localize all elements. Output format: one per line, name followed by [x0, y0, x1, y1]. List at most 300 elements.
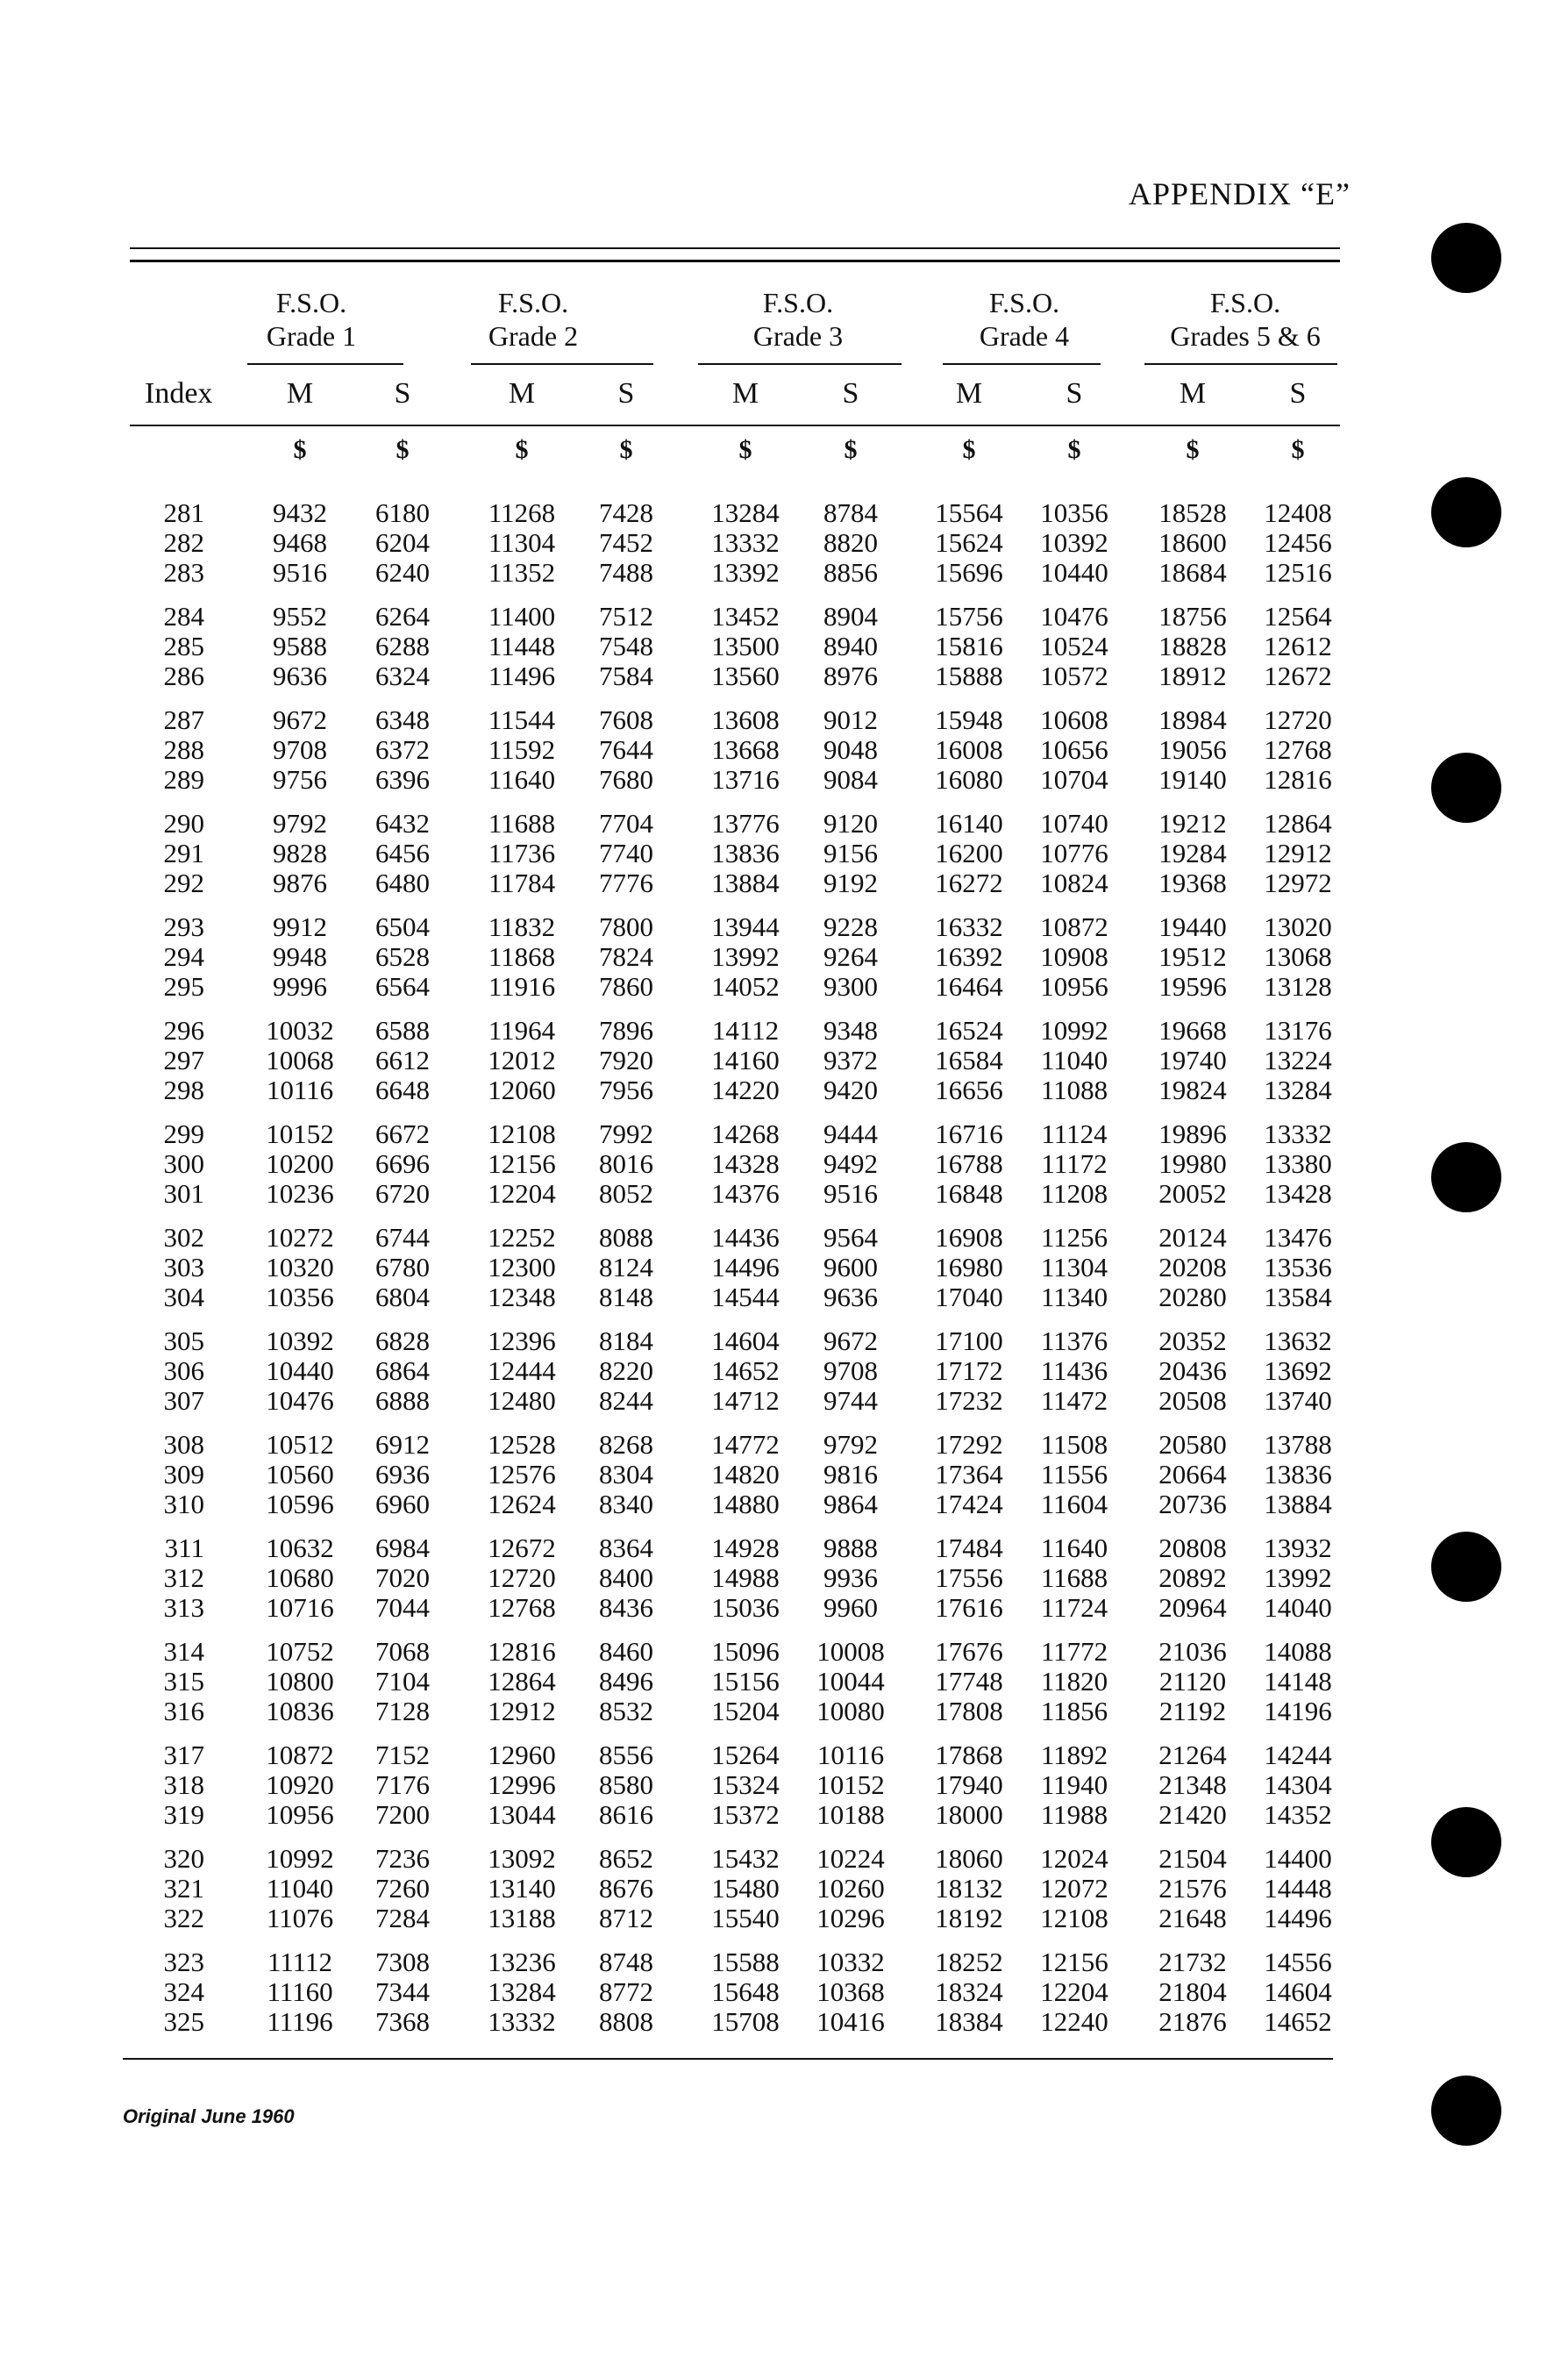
grade-3-line2: Grade 3	[752, 320, 844, 352]
index-cell: 296	[163, 1015, 204, 1046]
salary-cell: 12720	[488, 1562, 556, 1593]
salary-cell: 9516	[823, 1178, 878, 1209]
salary-cell: 12516	[1264, 557, 1332, 588]
salary-cell: 11784	[488, 868, 556, 898]
salary-cell: 6264	[375, 601, 430, 632]
salary-cell: 10200	[266, 1148, 334, 1179]
salary-cell: 6324	[375, 661, 430, 691]
salary-cell: 15648	[711, 1976, 780, 2007]
salary-cell: 18060	[935, 1843, 1003, 1874]
salary-cell: 11832	[488, 911, 556, 942]
salary-cell: 11268	[488, 497, 556, 528]
salary-cell: 7284	[375, 1903, 430, 1933]
top-rule-thick	[130, 260, 1340, 262]
grade-4-header	[919, 286, 1130, 353]
salary-cell: 7584	[599, 661, 653, 691]
index-cell: 322	[163, 1903, 204, 1933]
salary-cell: 9492	[823, 1148, 878, 1179]
grade-4-underline	[943, 363, 1101, 365]
salary-cell: 8220	[599, 1355, 653, 1386]
salary-cell: 7920	[599, 1045, 653, 1075]
salary-cell: 21804	[1158, 1976, 1227, 2007]
salary-cell: 10440	[1040, 557, 1108, 588]
salary-cell: 15036	[711, 1592, 780, 1623]
salary-cell: 10524	[1040, 631, 1108, 661]
salary-cell: 14496	[1264, 1903, 1332, 1933]
salary-cell: 21648	[1158, 1903, 1227, 1933]
salary-cell: 12672	[1264, 661, 1332, 691]
salary-cell: 10392	[266, 1325, 334, 1356]
salary-cell: 10356	[266, 1282, 334, 1312]
salary-cell: 15432	[711, 1843, 780, 1874]
salary-cell: 10992	[1040, 1015, 1108, 1046]
salary-cell: 15372	[711, 1799, 780, 1830]
salary-cell: 10080	[816, 1696, 885, 1726]
salary-cell: 9372	[823, 1045, 878, 1075]
salary-cell: 9708	[823, 1355, 878, 1386]
index-cell: 319	[163, 1799, 204, 1830]
salary-cell: 8772	[599, 1976, 653, 2007]
salary-cell: 17868	[935, 1740, 1003, 1770]
salary-cell: 17484	[935, 1533, 1003, 1563]
salary-cell: 12012	[488, 1045, 556, 1075]
salary-cell: 12528	[488, 1429, 556, 1460]
salary-cell: 6912	[375, 1429, 430, 1460]
salary-cell: 19596	[1158, 971, 1227, 1002]
salary-cell: 14820	[711, 1459, 780, 1490]
grade-5-6-m-header: M	[1179, 377, 1207, 410]
salary-cell: 18252	[935, 1947, 1003, 1977]
salary-cell: 7260	[375, 1873, 430, 1904]
salary-cell: 13332	[1264, 1118, 1332, 1149]
salary-cell: 8820	[823, 527, 878, 558]
salary-cell: 16848	[935, 1178, 1003, 1209]
grade-2-s-header: S	[617, 377, 635, 410]
index-cell: 313	[163, 1592, 204, 1623]
salary-cell: 6648	[375, 1075, 430, 1105]
salary-cell: 19824	[1158, 1075, 1227, 1105]
salary-cell: 12108	[1040, 1903, 1108, 1933]
salary-cell: 11256	[1040, 1222, 1108, 1253]
index-cell: 297	[163, 1045, 204, 1075]
salary-cell: 12816	[488, 1636, 556, 1667]
salary-cell: 9192	[823, 868, 878, 898]
salary-cell: 14400	[1264, 1843, 1332, 1874]
salary-cell: 11436	[1040, 1355, 1108, 1386]
salary-cell: 14604	[711, 1325, 780, 1356]
salary-cell: 8676	[599, 1873, 653, 1904]
salary-cell: 12816	[1264, 764, 1332, 795]
salary-cell: 9912	[273, 911, 327, 942]
salary-cell: 7548	[599, 631, 653, 661]
salary-cell: 16140	[935, 808, 1003, 839]
salary-cell: 9756	[273, 764, 327, 795]
salary-cell: 6240	[375, 557, 430, 588]
salary-cell: 12972	[1264, 868, 1332, 898]
salary-cell: 15888	[935, 661, 1003, 691]
salary-cell: 6696	[375, 1148, 430, 1179]
grade-3-header	[693, 286, 903, 353]
index-cell: 299	[163, 1118, 204, 1149]
salary-cell: 20508	[1158, 1385, 1227, 1416]
salary-cell: 9744	[823, 1385, 878, 1416]
salary-cell: 11940	[1040, 1769, 1108, 1800]
salary-cell: 10392	[1040, 527, 1108, 558]
salary-cell: 15564	[935, 497, 1003, 528]
salary-cell: 19668	[1158, 1015, 1227, 1046]
salary-cell: 6936	[375, 1459, 430, 1490]
grade-4-line1: F.S.O.	[988, 287, 1060, 318]
salary-cell: 16080	[935, 764, 1003, 795]
salary-cell: 14652	[711, 1355, 780, 1386]
salary-cell: 20352	[1158, 1325, 1227, 1356]
salary-cell: 11472	[1040, 1385, 1108, 1416]
dollar-sign: $	[515, 435, 529, 464]
salary-cell: 13140	[488, 1873, 556, 1904]
salary-cell: 10608	[1040, 704, 1108, 735]
salary-cell: 16008	[935, 734, 1003, 765]
salary-cell: 19056	[1158, 734, 1227, 765]
salary-cell: 8148	[599, 1282, 653, 1312]
salary-cell: 14148	[1264, 1666, 1332, 1697]
salary-cell: 9264	[823, 941, 878, 972]
salary-cell: 7644	[599, 734, 653, 765]
salary-cell: 10956	[1040, 971, 1108, 1002]
salary-cell: 8460	[599, 1636, 653, 1667]
salary-cell: 17748	[935, 1666, 1003, 1697]
grade-2-line1: F.S.O.	[497, 287, 569, 318]
grade-3-line1: F.S.O.	[762, 287, 834, 318]
salary-cell: 14304	[1264, 1769, 1332, 1800]
salary-cell: 13632	[1264, 1325, 1332, 1356]
salary-cell: 10320	[266, 1252, 334, 1282]
salary-cell: 13476	[1264, 1222, 1332, 1253]
salary-cell: 6744	[375, 1222, 430, 1253]
salary-cell: 20580	[1158, 1429, 1227, 1460]
binder-hole	[1431, 2076, 1501, 2146]
salary-cell: 6588	[375, 1015, 430, 1046]
salary-cell: 8268	[599, 1429, 653, 1460]
salary-cell: 17676	[935, 1636, 1003, 1667]
dollar-sign: $	[396, 435, 410, 464]
salary-cell: 7992	[599, 1118, 653, 1149]
salary-cell: 10116	[816, 1740, 885, 1770]
salary-cell: 12108	[488, 1118, 556, 1149]
grade-1-line1: F.S.O.	[275, 287, 347, 318]
salary-cell: 13128	[1264, 971, 1332, 1002]
salary-cell: 9552	[273, 601, 327, 632]
salary-cell: 17556	[935, 1562, 1003, 1593]
salary-cell: 20124	[1158, 1222, 1227, 1253]
salary-cell: 15948	[935, 704, 1003, 735]
salary-cell: 11640	[1040, 1533, 1108, 1563]
salary-cell: 9636	[273, 661, 327, 691]
salary-cell: 11556	[1040, 1459, 1108, 1490]
salary-cell: 7044	[375, 1592, 430, 1623]
index-cell: 310	[163, 1489, 204, 1519]
salary-cell: 7236	[375, 1843, 430, 1874]
salary-cell: 15588	[711, 1947, 780, 1977]
salary-cell: 13176	[1264, 1015, 1332, 1046]
salary-cell: 17424	[935, 1489, 1003, 1519]
salary-cell: 13284	[488, 1976, 556, 2007]
salary-cell: 10596	[266, 1489, 334, 1519]
salary-cell: 12204	[1040, 1976, 1108, 2007]
salary-cell: 15480	[711, 1873, 780, 1904]
salary-cell: 18528	[1158, 497, 1227, 528]
salary-cell: 10824	[1040, 868, 1108, 898]
index-cell: 289	[163, 764, 204, 795]
salary-cell: 20736	[1158, 1489, 1227, 1519]
salary-cell: 10800	[266, 1666, 334, 1697]
salary-cell: 14352	[1264, 1799, 1332, 1830]
salary-cell: 10296	[816, 1903, 885, 1933]
index-cell: 300	[163, 1148, 204, 1179]
salary-cell: 6396	[375, 764, 430, 795]
salary-cell: 8436	[599, 1592, 653, 1623]
index-cell: 294	[163, 941, 204, 972]
salary-cell: 13500	[711, 631, 780, 661]
salary-cell: 12444	[488, 1355, 556, 1386]
salary-cell: 10836	[266, 1696, 334, 1726]
salary-cell: 9084	[823, 764, 878, 795]
salary-cell: 12156	[488, 1148, 556, 1179]
salary-cell: 12960	[488, 1740, 556, 1770]
dollar-sign: $	[738, 435, 752, 464]
salary-cell: 10656	[1040, 734, 1108, 765]
salary-cell: 13560	[711, 661, 780, 691]
salary-cell: 11736	[488, 838, 556, 868]
salary-cell: 11304	[1040, 1252, 1108, 1282]
salary-cell: 13428	[1264, 1178, 1332, 1209]
salary-cell: 9792	[823, 1429, 878, 1460]
salary-cell: 9996	[273, 971, 327, 1002]
salary-cell: 11196	[267, 2006, 333, 2037]
index-cell: 317	[163, 1740, 204, 1770]
salary-cell: 21036	[1158, 1636, 1227, 1667]
salary-cell: 7104	[375, 1666, 430, 1697]
salary-cell: 13020	[1264, 911, 1332, 942]
salary-cell: 18984	[1158, 704, 1227, 735]
salary-cell: 11592	[488, 734, 556, 765]
salary-cell: 7704	[599, 808, 653, 839]
grade-5-6-header	[1140, 286, 1351, 353]
grade-4-m-header: M	[955, 377, 983, 410]
salary-cell: 17940	[935, 1769, 1003, 1800]
grade-2-m-header: M	[508, 377, 536, 410]
salary-cell: 9636	[823, 1282, 878, 1312]
grade-5-6-s-header: S	[1289, 377, 1307, 410]
salary-cell: 14496	[711, 1252, 780, 1282]
salary-cell: 8556	[599, 1740, 653, 1770]
salary-cell: 16656	[935, 1075, 1003, 1105]
binder-hole	[1431, 477, 1501, 547]
salary-cell: 9564	[823, 1222, 878, 1253]
salary-cell: 9708	[273, 734, 327, 765]
salary-cell: 6204	[375, 527, 430, 558]
salary-cell: 16980	[935, 1252, 1003, 1282]
salary-cell: 19212	[1158, 808, 1227, 839]
salary-cell: 6720	[375, 1178, 430, 1209]
salary-cell: 11724	[1040, 1592, 1108, 1623]
salary-cell: 11964	[488, 1015, 556, 1046]
salary-cell: 18756	[1158, 601, 1227, 632]
grade-5-6-underline	[1144, 363, 1337, 365]
salary-cell: 11688	[1040, 1562, 1108, 1593]
salary-cell: 10704	[1040, 764, 1108, 795]
dollar-sign: $	[619, 435, 633, 464]
salary-cell: 6864	[375, 1355, 430, 1386]
salary-cell: 10476	[1040, 601, 1108, 632]
salary-cell: 10236	[266, 1178, 334, 1209]
index-cell: 283	[163, 557, 204, 588]
salary-cell: 11988	[1040, 1799, 1108, 1830]
index-cell: 288	[163, 734, 204, 765]
index-cell: 318	[163, 1769, 204, 1800]
salary-cell: 9936	[823, 1562, 878, 1593]
salary-cell: 8124	[599, 1252, 653, 1282]
salary-cell: 13836	[711, 838, 780, 868]
salary-cell: 14652	[1264, 2006, 1332, 2037]
salary-cell: 11640	[488, 764, 556, 795]
salary-cell: 8400	[599, 1562, 653, 1593]
salary-cell: 7068	[375, 1636, 430, 1667]
salary-cell: 13332	[711, 527, 780, 558]
salary-cell: 13740	[1264, 1385, 1332, 1416]
salary-cell: 12768	[1264, 734, 1332, 765]
salary-cell: 7368	[375, 2006, 430, 2037]
salary-cell: 13380	[1264, 1148, 1332, 1179]
salary-cell: 9588	[273, 631, 327, 661]
index-cell: 287	[163, 704, 204, 735]
index-cell: 306	[163, 1355, 204, 1386]
salary-cell: 13992	[1264, 1562, 1332, 1593]
salary-cell: 16524	[935, 1015, 1003, 1046]
salary-cell: 13788	[1264, 1429, 1332, 1460]
salary-cell: 9828	[273, 838, 327, 868]
salary-cell: 18384	[935, 2006, 1003, 2037]
index-cell: 285	[163, 631, 204, 661]
salary-cell: 7200	[375, 1799, 430, 1830]
salary-cell: 14268	[711, 1118, 780, 1149]
salary-cell: 12408	[1264, 497, 1332, 528]
salary-cell: 14988	[711, 1562, 780, 1593]
index-cell: 303	[163, 1252, 204, 1282]
salary-cell: 10740	[1040, 808, 1108, 839]
salary-cell: 16200	[935, 838, 1003, 868]
salary-cell: 16464	[935, 971, 1003, 1002]
salary-cell: 13284	[1264, 1075, 1332, 1105]
binder-hole	[1431, 753, 1501, 823]
salary-cell: 9444	[823, 1118, 878, 1149]
salary-cell: 9600	[823, 1252, 878, 1282]
salary-cell: 12024	[1040, 1843, 1108, 1874]
salary-cell: 7608	[599, 704, 653, 735]
salary-cell: 20208	[1158, 1252, 1227, 1282]
salary-cell: 7512	[599, 601, 653, 632]
salary-cell: 12156	[1040, 1947, 1108, 1977]
salary-cell: 11040	[1040, 1045, 1108, 1075]
salary-cell: 10224	[816, 1843, 885, 1874]
salary-cell: 8184	[599, 1325, 653, 1356]
index-cell: 316	[163, 1696, 204, 1726]
salary-cell: 13332	[488, 2006, 556, 2037]
index-cell: 307	[163, 1385, 204, 1416]
salary-cell: 12396	[488, 1325, 556, 1356]
salary-cell: 15624	[935, 527, 1003, 558]
dollar-sign: $	[844, 435, 858, 464]
header-rule	[130, 425, 1340, 426]
salary-cell: 7680	[599, 764, 653, 795]
salary-cell: 12564	[1264, 601, 1332, 632]
salary-cell: 17040	[935, 1282, 1003, 1312]
salary-cell: 20964	[1158, 1592, 1227, 1623]
salary-cell: 20664	[1158, 1459, 1227, 1490]
binder-hole	[1431, 1807, 1501, 1877]
salary-cell: 13452	[711, 601, 780, 632]
salary-cell: 13092	[488, 1843, 556, 1874]
salary-cell: 11172	[1041, 1148, 1108, 1179]
grade-2-header	[428, 286, 638, 353]
salary-cell: 7800	[599, 911, 653, 942]
index-cell: 309	[163, 1459, 204, 1490]
salary-cell: 12864	[1264, 808, 1332, 839]
salary-cell: 10356	[1040, 497, 1108, 528]
salary-cell: 14220	[711, 1075, 780, 1105]
salary-cell: 9516	[273, 557, 327, 588]
salary-cell: 11772	[1040, 1636, 1108, 1667]
salary-cell: 7740	[599, 838, 653, 868]
salary-cell: 13608	[711, 704, 780, 735]
salary-cell: 10512	[266, 1429, 334, 1460]
salary-cell: 8364	[599, 1533, 653, 1563]
salary-cell: 6828	[375, 1325, 430, 1356]
salary-cell: 8580	[599, 1769, 653, 1800]
salary-cell: 6804	[375, 1282, 430, 1312]
salary-cell: 19512	[1158, 941, 1227, 972]
salary-cell: 20436	[1158, 1355, 1227, 1386]
salary-cell: 9876	[273, 868, 327, 898]
salary-cell: 10152	[266, 1118, 334, 1149]
salary-cell: 10752	[266, 1636, 334, 1667]
index-cell: 282	[163, 527, 204, 558]
salary-cell: 7020	[375, 1562, 430, 1593]
index-cell: 315	[163, 1666, 204, 1697]
salary-cell: 17172	[935, 1355, 1003, 1386]
salary-cell: 18324	[935, 1976, 1003, 2007]
grade-3-m-header: M	[731, 377, 759, 410]
dollar-sign: $	[1067, 435, 1081, 464]
salary-cell: 12072	[1040, 1873, 1108, 1904]
salary-cell: 8088	[599, 1222, 653, 1253]
salary-cell: 9300	[823, 971, 878, 1002]
salary-cell: 9864	[823, 1489, 878, 1519]
salary-cell: 21348	[1158, 1769, 1227, 1800]
salary-cell: 17616	[935, 1592, 1003, 1623]
salary-cell: 8712	[599, 1903, 653, 1933]
salary-cell: 10992	[266, 1843, 334, 1874]
salary-cell: 13836	[1264, 1459, 1332, 1490]
salary-cell: 16332	[935, 911, 1003, 942]
salary-cell: 20280	[1158, 1282, 1227, 1312]
salary-cell: 13692	[1264, 1355, 1332, 1386]
salary-cell: 18828	[1158, 631, 1227, 661]
salary-cell: 14544	[711, 1282, 780, 1312]
salary-cell: 17292	[935, 1429, 1003, 1460]
salary-cell: 10716	[266, 1592, 334, 1623]
salary-cell: 10908	[1040, 941, 1108, 972]
salary-cell: 10032	[266, 1015, 334, 1046]
